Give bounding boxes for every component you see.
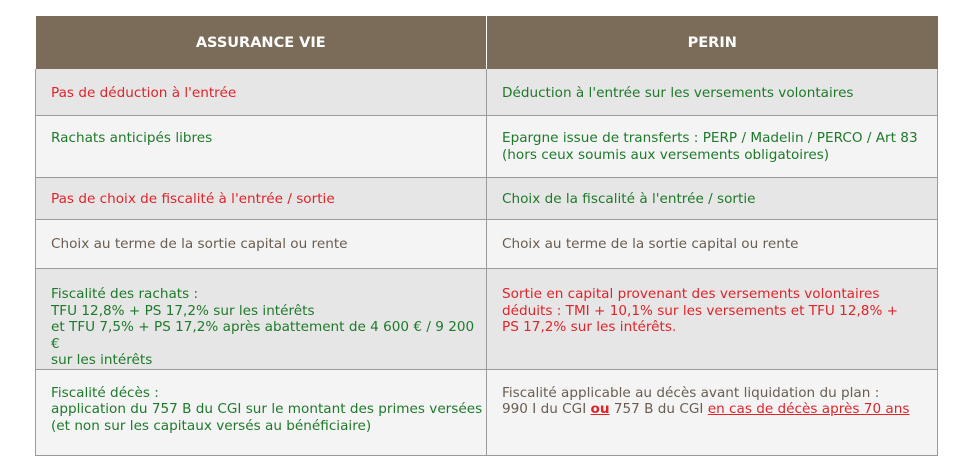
cell-text-line: Sortie en capital provenant des versements volontaires — [502, 286, 880, 302]
cell-text-line: (hors ceux soumis aux versements obligatoires) — [502, 146, 830, 163]
cell-text: Choix au terme de la sortie capital ou rente — [51, 236, 348, 252]
cell-text-line: déduits : TMI + 10,1% sur les versements et TFU 12,8% + — [502, 302, 899, 319]
text-segment-emphasis: ou — [590, 401, 610, 417]
cell-right — [487, 116, 938, 178]
cell-text: Pas de choix de fiscalité à l'entrée / sortie — [51, 191, 335, 207]
cell-text-line: application du 757 B du CGI sur le montant des primes versées — [51, 401, 483, 417]
cell-text-line: Epargne issue de transferts : PERP / Madelin / PERCO / Art 83 — [502, 130, 918, 146]
table-row — [36, 178, 938, 220]
comparison-table-container — [35, 16, 937, 456]
table-row — [36, 269, 938, 370]
cell-left — [36, 69, 487, 116]
cell-right — [487, 69, 938, 116]
cell-left — [36, 369, 487, 455]
cell-text: Choix au terme de la sortie capital ou rente — [502, 236, 799, 252]
cell-text-line: Fiscalité applicable au décès avant liquidation du plan : — [502, 384, 880, 401]
table-row — [36, 369, 938, 455]
cell-right — [487, 269, 938, 370]
cell-text-line: Fiscalité des rachats : — [51, 286, 199, 302]
cell-left — [36, 116, 487, 178]
cell-text-line: (et non sur les capitaux versés au bénéficiaire) — [51, 417, 372, 434]
table-row — [36, 116, 938, 178]
cell-text: Rachats anticipés libres — [51, 130, 213, 146]
comparison-table — [35, 16, 938, 456]
cell-text-line: PS 17,2% sur les intérêts. — [502, 319, 677, 335]
cell-left — [36, 269, 487, 370]
table-row — [36, 69, 938, 116]
cell-text-line: et TFU 7,5% + PS 17,2% après abattement de 4 600 € / 9 200 € — [51, 319, 475, 352]
text-segment: 757 B du CGI — [609, 401, 708, 417]
text-segment: 990 I du CGI — [502, 401, 591, 417]
cell-text-line-mixed — [502, 401, 937, 418]
table-row — [36, 220, 938, 269]
header-assurance-vie: ASSURANCE VIE — [36, 16, 487, 69]
cell-right — [487, 220, 938, 269]
header-perin: PERIN — [487, 16, 938, 69]
cell-right — [487, 369, 938, 455]
text-segment-emphasis: en cas de décès après 70 ans — [707, 401, 910, 417]
cell-right — [487, 178, 938, 220]
cell-text-line: sur les intérêts — [51, 352, 153, 368]
cell-text: Déduction à l'entrée sur les versements volontaires — [502, 85, 854, 101]
cell-text: Choix de la fiscalité à l'entrée / sortie — [502, 191, 756, 207]
table-header-row — [36, 16, 938, 69]
cell-text-line: Fiscalité décès : — [51, 384, 159, 401]
cell-text-line: TFU 12,8% + PS 17,2% sur les intérêts — [51, 302, 315, 319]
cell-left — [36, 220, 487, 269]
cell-left — [36, 178, 487, 220]
cell-text: Pas de déduction à l'entrée — [51, 85, 237, 101]
